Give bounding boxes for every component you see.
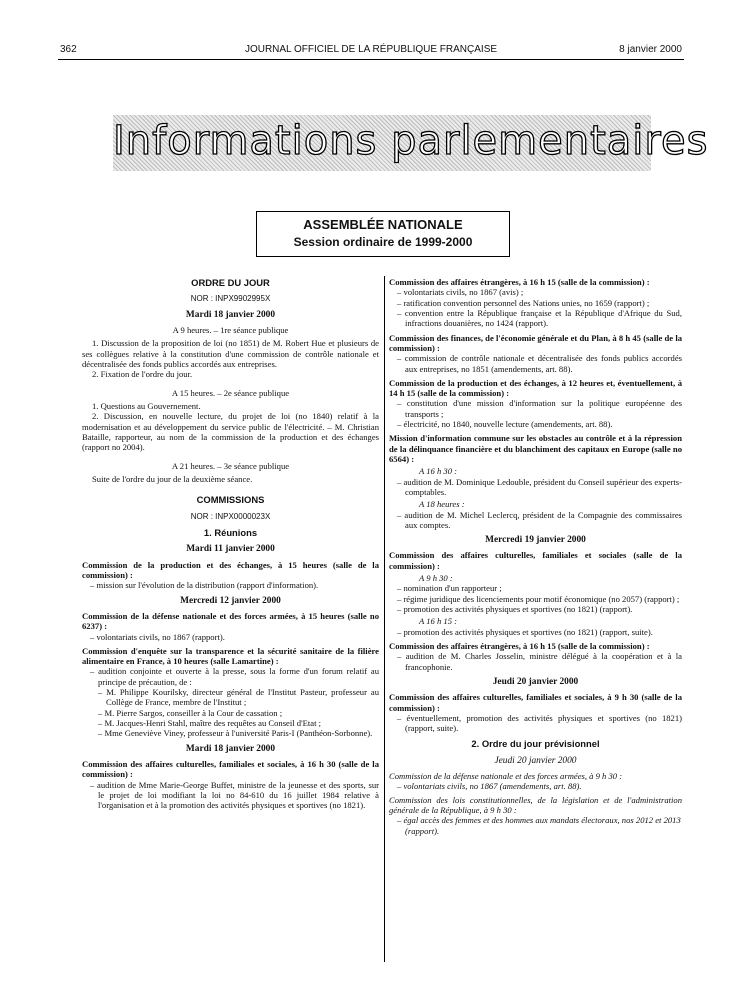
list-item: – audition de M. Dominique Ledouble, président du Conseil supérieur des experts-comptables.	[397, 476, 682, 497]
list-item: – promotion des activités physiques et sportives (no 1821) (rapport).	[397, 604, 633, 615]
list-item: – éventuellement, promotion des activités physiques et sportives (no 1821) (rapport, suite).	[397, 712, 682, 734]
reunions-heading: 1. Réunions	[203, 527, 258, 539]
list-item: – audition conjointe et ouverte à la presse, sous la forme d'un forum relatif au principe de précaution, de :	[90, 666, 379, 687]
list-item: – volontariats civils, no 1867 (amendements, art. 88).	[397, 781, 582, 792]
list-item: – ratification convention personnel des Nations unies, no 1659 (rapport) ;	[397, 297, 650, 308]
seance-heading: A 9 heures. – 1re séance publique	[172, 325, 289, 336]
seance-heading: A 21 heures. – 3e séance publique	[171, 460, 290, 471]
time-heading: A 16 h 15 :	[419, 616, 458, 627]
date-heading: Mercredi 19 janvier 2000	[485, 535, 586, 546]
nor-reference: NOR : INPX9902995X	[190, 294, 271, 304]
list-item: – M. Jacques-Henri Stahl, maître des requêtes au Conseil d'Etat ;	[98, 718, 322, 728]
list-item: – nomination d'un rapporteur ;	[397, 583, 502, 594]
list-item: – égal accès des femmes et des hommes aux mandats électoraux, nos 2012 et 2013 (rapport).	[397, 815, 681, 836]
time-heading: A 9 h 30 :	[419, 573, 453, 584]
commission-entry: Commission de la production et des échanges, à 15 heures (salle de la commission) :	[82, 559, 379, 580]
commission-entry: Commission des affaires culturelles, familiales et sociales, à 9 h 30 (salle de la commission) :	[389, 692, 682, 713]
list-item: – volontariats civils, no 1867 (rapport).	[90, 631, 225, 642]
commission-entry: Commission de la défense nationale et des forces armées, à 15 heures (salle no 6237) :	[82, 610, 379, 632]
section-banner	[113, 115, 709, 171]
header-rule	[58, 59, 684, 60]
issue-date: 8 janvier 2000	[619, 44, 682, 55]
date-heading: Mercredi 12 janvier 2000	[180, 595, 281, 606]
agenda-item: 2. Fixation de l'ordre du jour.	[92, 369, 193, 380]
commission-entry: Commission des affaires étrangères, à 16 h 15 (salle de la commission) :	[389, 277, 650, 287]
commissions-heading: COMMISSIONS	[196, 494, 265, 506]
list-item: – M. Philippe Kourilsky, directeur général de l'Institut Pasteur, professeur au Collège de France, membre de l'Institut ;	[98, 687, 379, 708]
banner-title: Informations parlementaires	[113, 118, 709, 164]
page-header	[60, 44, 682, 58]
list-item: – volontariats civils, no 1867 (avis) ;	[397, 287, 524, 298]
date-heading: Mardi 18 janvier 2000	[185, 743, 276, 754]
ordre-du-jour-heading: ORDRE DU JOUR	[191, 277, 270, 288]
list-item: – commission de contrôle nationale et décentralisée des fonds publics accordés aux entreprises, no 1851 (amendements, art. 88).	[397, 353, 682, 374]
list-item: – Mme Geneviève Viney, professeur à l'université Paris-I (Panthéon-Sorbonne).	[98, 728, 373, 739]
journal-title: JOURNAL OFFICIEL DE LA RÉPUBLIQUE FRANÇAISE	[244, 44, 498, 55]
session-title: Session ordinaire de 1999-2000	[293, 235, 473, 249]
agenda-item: Suite de l'ordre du jour de la deuxième séance.	[92, 473, 253, 484]
right-column	[389, 277, 682, 836]
list-item: – promotion des activités physiques et sportives (no 1821) (rapport, suite).	[397, 626, 653, 637]
time-heading: A 18 heures :	[419, 499, 465, 510]
commission-entry: Mission d'information commune sur les obstacles au contrôle et à la répression de la délinquance financière et du blanchiment des capitaux en Europe (salle no 6564) :	[389, 433, 682, 464]
date-heading: Jeudi 20 janvier 2000	[492, 676, 579, 687]
date-heading: Mardi 11 janvier 2000	[186, 544, 275, 555]
column-divider	[384, 276, 385, 962]
left-column	[82, 277, 379, 810]
list-item: – audition de M. Charles Josselin, ministre délégué à la coopération et à la francophonie.	[397, 651, 682, 672]
commission-entry: Commission de la défense nationale et des forces armées, à 9 h 30 :	[389, 771, 623, 781]
page-number: 362	[60, 44, 77, 55]
agenda-item: 1. Questions au Gouvernement.	[92, 401, 201, 412]
list-item: – électricité, no 1840, nouvelle lecture (amendements, art. 88).	[397, 419, 613, 430]
commission-entry: Commission des affaires culturelles, familiales et sociales (salle de la commission) :	[389, 550, 682, 571]
seance-heading: A 15 heures. – 2e séance publique	[171, 387, 290, 398]
date-heading: Jeudi 20 janvier 2000	[494, 755, 577, 766]
commission-entry: Commission des lois constitutionnelles, de la législation et de l'administration générale de la République, à 9 h 30 :	[389, 794, 682, 815]
commission-entry: Commission des affaires culturelles, familiales et sociales, à 16 h 30 (salle de la commission) :	[82, 758, 379, 780]
commission-entry: Commission de la production et des échanges, à 12 heures et, éventuellement, à 14 h 15 (salle de la commission) :	[389, 377, 682, 399]
list-item: – mission sur l'évolution de la distribution (rapport d'information).	[90, 580, 319, 591]
commission-entry: Commission des affaires étrangères, à 16 h 15 (salle de la commission) :	[389, 640, 650, 651]
list-item: – convention entre la République française et la République d'Afrique du Sud, infractions douanières, no 1424 (rapport).	[397, 307, 682, 329]
list-item: – audition de Mme Marie-George Buffet, ministre de la jeunesse et des sports, sur le projet de loi modifiant la loi no 84-610 du 16 juillet 1984 relative à l'organisation et à la promotion des activités physiques et sportives (no 1821).	[90, 779, 379, 811]
agenda-item: 1. Discussion de la proposition de loi (no 1851) de M. Robert Hue et plusieurs de ses collègues relative à la constitution d'une commission de contrôle nationale et décentralisée des fonds publics accordés aux entreprises.	[82, 338, 379, 370]
list-item: – constitution d'une mission d'information sur la politique européenne des transports ;	[397, 398, 682, 419]
previsionnel-heading: 2. Ordre du jour prévisionnel	[471, 738, 600, 750]
agenda-item: 2. Discussion, en nouvelle lecture, du projet de loi (no 1840) relatif à la modernisation et au développement du service public de l'électricité. – M. Christian Bataille, rapporteur, au nom de la commission de la production et des échanges (rapport no 2004).	[82, 411, 379, 453]
commission-entry: Commission d'enquête sur la transparence et la sécurité sanitaire de la filière alimentaire en France, à 10 heures (salle Lamartine) :	[82, 645, 379, 667]
date-heading: Mardi 18 janvier 2000	[185, 309, 276, 320]
list-item: – régime juridique des licenciements pour motif économique (no 2057) (rapport) ;	[397, 593, 680, 604]
list-item: – audition de M. Michel Leclercq, président de la Compagnie des commissaires aux comptes.	[397, 509, 682, 530]
assembly-box	[256, 211, 510, 257]
list-item: – M. Pierre Sargos, conseiller à la Cour de cassation ;	[98, 707, 283, 718]
commission-entry: Commission des finances, de l'économie générale et du Plan, à 8 h 45 (salle de la commission) :	[389, 332, 682, 353]
time-heading: A 16 h 30 :	[419, 466, 458, 477]
nor-reference: NOR : INPX0000023X	[190, 511, 271, 521]
assembly-name: ASSEMBLÉE NATIONALE	[303, 217, 463, 232]
